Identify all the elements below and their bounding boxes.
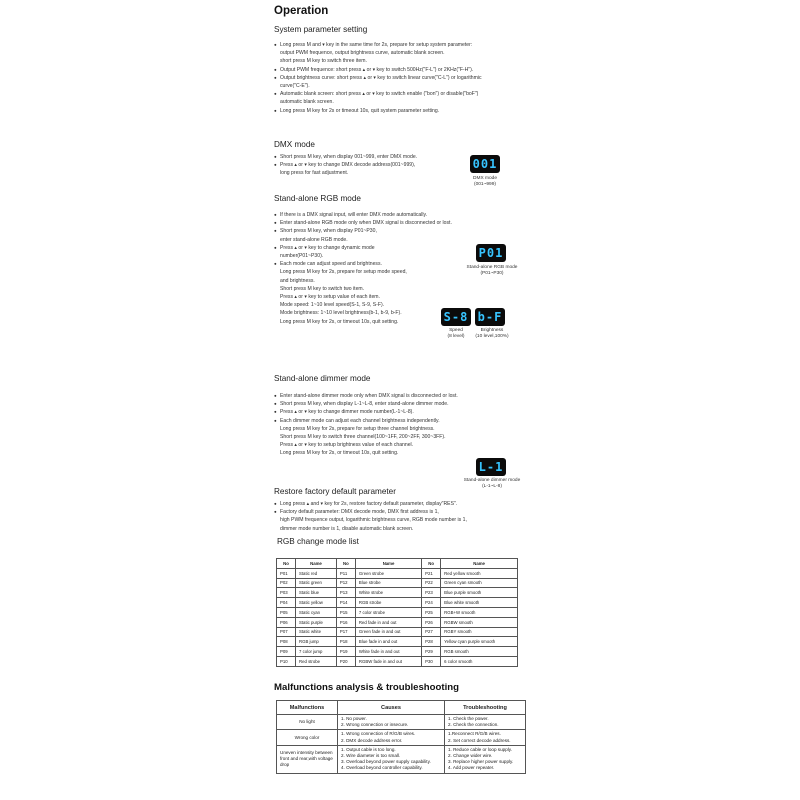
fix-item: 1. Check the power.: [448, 716, 489, 721]
mode-number-cell: P16: [336, 617, 355, 627]
list-item: ● Each mode can adjust speed and brightness.: [274, 260, 474, 268]
cause-item: 2. Wrong connection or insecure.: [341, 722, 409, 728]
brightness-lcd-display: b-F: [475, 308, 505, 326]
dimmer-caption-line2: (L-1~L-8): [482, 484, 502, 489]
mode-number-cell: P29: [422, 647, 441, 657]
mode-name-cell: Yellow cyan purple smooth: [441, 637, 518, 647]
mode-name-cell: Blue purple smooth: [441, 588, 518, 598]
cause-item: 3. Overload beyond power supply capability.: [341, 759, 431, 765]
rgb-mode-table-body: [277, 568, 518, 666]
dimmer-list: [274, 392, 514, 458]
list-item: ● Long press M and ▾ key in the same time for 2s, prepare for setup system parameter:: [274, 41, 554, 49]
list-item: ● Press ▴ or ▾ key to change dynamic mode: [274, 244, 474, 252]
mode-number-cell: P09: [277, 647, 296, 657]
dmx-caption: [458, 176, 512, 188]
troubleshooting-cell: [445, 745, 526, 773]
list-item: ● Short press M key, when display 001~999, enter DMX mode.: [274, 153, 474, 161]
dmx-caption-line1: DMX mode: [473, 176, 497, 181]
mode-number-cell: P01: [277, 568, 296, 578]
col-troubleshooting: Troubleshooting: [445, 701, 526, 715]
causes-cell: [338, 745, 445, 773]
list-item: ● Automatic blank screen: short press ▴ or ▾ key to switch enable ("bon") or disable("boF"): [274, 90, 554, 98]
mode-name-cell: Blue strobe: [355, 578, 421, 588]
mode-name-cell: 6 color smooth: [441, 656, 518, 666]
mode-name-cell: Green strobe: [355, 568, 421, 578]
list-item: ● Output brightness curve: short press ▴ or ▾ key to switch linear curve("C-L") or logarithmic: [274, 74, 554, 82]
malfunction-cell: Wrong color: [277, 730, 338, 745]
list-item: short press M key to switch three item.: [280, 58, 367, 65]
mode-name-cell: Static cyan: [296, 607, 337, 617]
mode-number-cell: P13: [336, 588, 355, 598]
list-item: Long press M key for 2s, or timeout 10s, quit setting.: [280, 450, 399, 457]
dmx-heading: DMX mode: [274, 140, 315, 149]
list-item: ● If there is a DMX signal input, will enter DMX mode automatically.: [274, 211, 474, 219]
cause-item: 2. DMX decode address error.: [341, 737, 403, 743]
list-item: ● Factory default parameter: DMX decode mode, DMX first address is 1,: [274, 508, 534, 516]
trouble-table: [276, 700, 526, 774]
mode-name-cell: 7 color strobe: [355, 607, 421, 617]
mode-name-cell: Static green: [296, 578, 337, 588]
dmx-caption-line2: (001~999): [473, 182, 496, 187]
table-row: [277, 568, 518, 578]
list-item: high PWM frequence output, logarithmic brightness curve, RGB mode number is 1,: [280, 517, 467, 524]
list-item: Short press M key to switch three channel(100~1FF, 200~2FF, 300~3FF).: [280, 434, 446, 441]
list-item: ● Each dimmer mode can adjust each channel brightness independently.: [274, 417, 514, 425]
mode-number-cell: P28: [422, 637, 441, 647]
system-list: [274, 41, 554, 115]
col-malfunctions: Malfunctions: [277, 701, 338, 715]
table-row: [277, 607, 518, 617]
mode-name-cell: White strobe: [355, 588, 421, 598]
restore-list: [274, 500, 534, 533]
mode-name-cell: 7 color jump: [296, 647, 337, 657]
cause-item: 1. Output cable is too long.: [341, 746, 396, 752]
mode-name-cell: RGBW fade in and out: [355, 656, 421, 666]
rgb-mode-table: [276, 558, 518, 667]
mode-number-cell: P15: [336, 607, 355, 617]
trouble-heading: Malfunctions analysis & troubleshooting: [274, 682, 459, 693]
list-item: Short press M key to switch two item.: [280, 285, 365, 292]
mode-name-cell: RGB strobe: [355, 598, 421, 608]
table-row: [277, 730, 526, 745]
fix-item: 2. Set correct decode address.: [448, 737, 511, 743]
mode-number-cell: P12: [336, 578, 355, 588]
fix-item: 4. Add power repeater.: [448, 765, 495, 771]
col-causes: Causes: [338, 701, 445, 715]
mode-number-cell: P11: [336, 568, 355, 578]
mode-number-cell: P17: [336, 627, 355, 637]
list-item: long press for fast adjustment.: [280, 170, 349, 177]
fix-item: 1. Reduce cable or loop supply.: [448, 746, 513, 752]
fix-item: 1.Reconnect R/G/B wires.: [448, 731, 501, 737]
list-item: curve("C-E").: [280, 83, 310, 90]
col-name: Name: [441, 559, 518, 569]
rgb-table-heading: RGB change mode list: [277, 537, 359, 546]
dimmer-lcd-display: L-1: [476, 458, 506, 476]
list-item: dimmer mode number is 1, disable automatic blank screen.: [280, 525, 414, 532]
list-item: enter stand-alone RGB mode.: [280, 236, 348, 243]
table-row: [277, 627, 518, 637]
mode-name-cell: White fade in and out: [355, 647, 421, 657]
causes-cell: [338, 730, 445, 745]
list-item: ● Enter stand-alone dimmer mode only when DMX signal is disconnected or lost.: [274, 392, 514, 400]
speed-caption-line1: Speed: [449, 328, 463, 333]
mode-name-cell: Static red: [296, 568, 337, 578]
mode-number-cell: P25: [422, 607, 441, 617]
cause-item: 2. Wire diameter is too small.: [341, 753, 401, 759]
trouble-table-body: [277, 715, 526, 774]
speed-lcd-display: S-8: [441, 308, 471, 326]
mode-name-cell: RGB+W smooth: [441, 607, 518, 617]
list-item: ● Short press M key, when display P01~P30,: [274, 227, 474, 235]
mode-number-cell: P10: [277, 656, 296, 666]
mode-number-cell: P07: [277, 627, 296, 637]
rgb-caption: [458, 265, 526, 277]
mode-number-cell: P24: [422, 598, 441, 608]
mode-number-cell: P04: [277, 598, 296, 608]
mode-name-cell: Static purple: [296, 617, 337, 627]
mode-number-cell: P14: [336, 598, 355, 608]
mode-number-cell: P21: [422, 568, 441, 578]
trouble-table-header: [277, 701, 526, 715]
cause-item: 4. Overload beyond controller capability.: [341, 765, 423, 771]
mode-name-cell: RGB jump: [296, 637, 337, 647]
dimmer-caption: [452, 478, 532, 490]
mode-name-cell: Red yellow smooth: [441, 568, 518, 578]
mode-name-cell: Red fade in and out: [355, 617, 421, 627]
mode-number-cell: P26: [422, 617, 441, 627]
mode-name-cell: Green fade in and out: [355, 627, 421, 637]
mode-number-cell: P20: [336, 656, 355, 666]
cause-item: 1. Wrong connection of R/G/B wires.: [341, 731, 416, 737]
mode-name-cell: Static yellow: [296, 598, 337, 608]
table-row: [277, 745, 526, 773]
restore-heading: Restore factory default parameter: [274, 487, 396, 496]
brightness-caption: [470, 328, 514, 340]
list-item: ● Enter stand-alone RGB mode only when DMX signal is disconnected or lost.: [274, 219, 474, 227]
table-row: [277, 578, 518, 588]
col-no: No: [336, 559, 355, 569]
list-item: Long press M key for 2s, prepare for setup mode speed,: [280, 269, 407, 276]
mode-name-cell: Green cyan smooth: [441, 578, 518, 588]
rgb-caption-line1: Stand-alone RGB mode: [466, 265, 518, 270]
speed-caption-line2: (8 level): [447, 334, 465, 339]
list-item: Mode brightness: 1~10 level brightness(b-1, b-9, b-F).: [280, 310, 402, 317]
list-item: Press ▴ or ▾ key to setup value of each item.: [280, 294, 380, 301]
mode-name-cell: Static blue: [296, 588, 337, 598]
malfunction-cell: No light: [277, 715, 338, 730]
rgb-lcd-display: P01: [476, 244, 506, 262]
page-title: Operation: [274, 5, 329, 17]
mode-number-cell: P18: [336, 637, 355, 647]
troubleshooting-cell: [445, 715, 526, 730]
list-item: ● Long press ▴ and ▾ key for 2s, restore factory default parameter, display"RES".: [274, 500, 534, 508]
list-item: automatic blank screen.: [280, 99, 334, 106]
list-item: Mode speed: 1~10 level speed(S-1, S-9, S-F).: [280, 302, 385, 309]
rgb-caption-line2: (P01~P30): [480, 271, 504, 276]
col-name: Name: [296, 559, 337, 569]
mode-name-cell: Red strobe: [296, 656, 337, 666]
list-item: ● Output PWM frequence: short press ▴ or ▾ key to switch 500Hz("F-L") or 2KHz("F-H").: [274, 66, 554, 74]
table-row: [277, 617, 518, 627]
fix-item: 2. Check the connection.: [448, 722, 499, 728]
mode-number-cell: P27: [422, 627, 441, 637]
col-no: No: [422, 559, 441, 569]
col-no: No: [277, 559, 296, 569]
mode-number-cell: P22: [422, 578, 441, 588]
table-row: [277, 598, 518, 608]
causes-cell: [338, 715, 445, 730]
cause-item: 1. No power.: [341, 716, 367, 721]
system-heading: System parameter setting: [274, 25, 368, 34]
list-item: ● Press ▴ or ▾ key to change DMX decode address(001~999),: [274, 161, 474, 169]
mode-number-cell: P23: [422, 588, 441, 598]
mode-number-cell: P08: [277, 637, 296, 647]
dmx-list: [274, 153, 474, 178]
malfunction-cell: Uneven intensity between front and rear,with voltage drop: [277, 745, 338, 773]
table-row: [277, 715, 526, 730]
mode-number-cell: P19: [336, 647, 355, 657]
fix-item: 3. Replace higher power supply.: [448, 759, 514, 765]
brightness-caption-line2: (10 level,100%): [475, 334, 509, 339]
mode-number-cell: P06: [277, 617, 296, 627]
mode-name-cell: Blue fade in and out: [355, 637, 421, 647]
mode-number-cell: P05: [277, 607, 296, 617]
table-row: [277, 656, 518, 666]
list-item: number(P01~P30).: [280, 253, 324, 260]
dmx-lcd-display: 001: [470, 155, 500, 173]
dimmer-caption-line1: Stand-alone dimmer mode: [463, 478, 521, 483]
brightness-caption-line1: Brightness: [480, 328, 504, 333]
rgb-heading: Stand-alone RGB mode: [274, 194, 361, 203]
mode-name-cell: RGBW smooth: [441, 617, 518, 627]
table-row: [277, 637, 518, 647]
list-item: and brightness.: [280, 277, 315, 284]
mode-name-cell: RGBY smooth: [441, 627, 518, 637]
mode-number-cell: P30: [422, 656, 441, 666]
troubleshooting-cell: [445, 730, 526, 745]
list-item: Press ▴ or ▾ key to setup brightness value of each channel.: [280, 442, 414, 449]
rgb-mode-table-header: [277, 559, 518, 569]
list-item: Long press M key for 2s, prepare for setup three channel brightness.: [280, 425, 435, 432]
col-name: Name: [355, 559, 421, 569]
list-item: ● Short press M key, when display L-1~L-8, enter stand-alone dimmer mode.: [274, 400, 514, 408]
list-item: ● Long press M key for 2s or timeout 10s, quit system parameter setting.: [274, 107, 554, 115]
mode-name-cell: Static white: [296, 627, 337, 637]
mode-name-cell: Blue white smooth: [441, 598, 518, 608]
mode-number-cell: P03: [277, 588, 296, 598]
table-row: [277, 647, 518, 657]
list-item: output PWM frequence, output brightness curve, automatic blank screen.: [280, 50, 445, 57]
table-row: [277, 588, 518, 598]
mode-number-cell: P02: [277, 578, 296, 588]
dimmer-heading: Stand-alone dimmer mode: [274, 374, 371, 383]
mode-name-cell: RGB smooth: [441, 647, 518, 657]
speed-caption: [438, 328, 474, 340]
list-item: ● Press ▴ or ▾ key to change dimmer mode number(L-1~L-8).: [274, 408, 514, 416]
list-item: Long press M key for 2s, or timeout 10s, quit setting.: [280, 318, 399, 325]
fix-item: 2. Change wider wire.: [448, 753, 493, 759]
